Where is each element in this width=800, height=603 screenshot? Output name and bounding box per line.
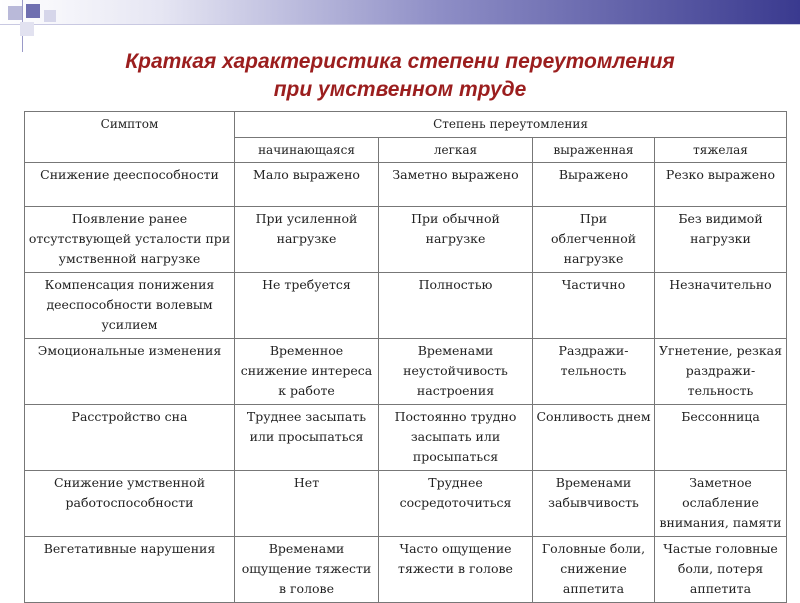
row-symptom: Эмоциональные изменения	[25, 339, 235, 405]
degree-severe: тяжелая	[655, 138, 787, 163]
title-line-2: при умственном труде	[273, 78, 527, 101]
row-cell: Сонливость днем	[533, 405, 655, 471]
table-row	[25, 405, 787, 471]
row-cell: Труднее сосредоточиться	[379, 471, 533, 537]
table-row	[25, 163, 787, 207]
row-cell: Головные боли, снижение аппетита	[533, 537, 655, 603]
row-cell: При облегченной нагрузке	[533, 207, 655, 273]
row-cell: Не требуется	[235, 273, 379, 339]
row-cell: Временное снижение интереса к работе	[235, 339, 379, 405]
decor-square	[20, 22, 34, 36]
row-cell: При обычной нагрузке	[379, 207, 533, 273]
table-row	[25, 471, 787, 537]
row-symptom: Появление ранее отсутствующей усталости при умственной нагрузке	[25, 207, 235, 273]
row-symptom: Снижение дееспособности	[25, 163, 235, 207]
table-row	[25, 537, 787, 603]
row-cell: Постоянно трудно засыпать или просыпаться	[379, 405, 533, 471]
row-cell: Бессонница	[655, 405, 787, 471]
header-divider-line	[0, 24, 800, 25]
row-symptom: Компенсация понижения дееспособности волевым усилием	[25, 273, 235, 339]
decor-square	[26, 4, 40, 18]
row-cell: Заметное ослабление внимания, памяти	[655, 471, 787, 537]
row-symptom: Снижение умственной работоспособности	[25, 471, 235, 537]
degree-pronounced: выраженная	[533, 138, 655, 163]
header-decoration-bar	[0, 0, 800, 24]
table-row	[25, 273, 787, 339]
symptom-header: Симптом	[25, 112, 235, 163]
slide-title	[0, 48, 800, 104]
row-cell: Частые головные боли, потеря аппетита	[655, 537, 787, 603]
row-cell: Выражено	[533, 163, 655, 207]
row-cell: Временами ощущение тяжести в голове	[235, 537, 379, 603]
row-symptom: Вегетативные нарушения	[25, 537, 235, 603]
row-cell: Резко выражено	[655, 163, 787, 207]
row-cell: Частично	[533, 273, 655, 339]
row-cell: Заметно выражено	[379, 163, 533, 207]
row-cell: Труднее засыпать или просыпаться	[235, 405, 379, 471]
row-cell: Нет	[235, 471, 379, 537]
row-cell: Временами неустойчивость настроения	[379, 339, 533, 405]
title-line-1: Краткая характеристика степени переутомления	[125, 50, 675, 73]
row-cell: Раздражи-тельность	[533, 339, 655, 405]
header-row	[25, 112, 787, 138]
row-symptom: Расстройство сна	[25, 405, 235, 471]
row-cell: Незначительно	[655, 273, 787, 339]
row-cell: Полностью	[379, 273, 533, 339]
row-cell: Угнетение, резкая раздражи-тельность	[655, 339, 787, 405]
row-cell: При усиленной нагрузке	[235, 207, 379, 273]
row-cell: Временами забывчивость	[533, 471, 655, 537]
table-row	[25, 339, 787, 405]
decor-square	[8, 6, 22, 20]
row-cell: Мало выражено	[235, 163, 379, 207]
overwork-table	[24, 111, 787, 603]
degree-beginning: начинающаяся	[235, 138, 379, 163]
degree-light: легкая	[379, 138, 533, 163]
row-cell: Часто ощущение тяжести в голове	[379, 537, 533, 603]
decor-square	[44, 10, 56, 22]
table-row	[25, 207, 787, 273]
row-cell: Без видимой нагрузки	[655, 207, 787, 273]
degree-header: Степень переутомления	[235, 112, 787, 138]
